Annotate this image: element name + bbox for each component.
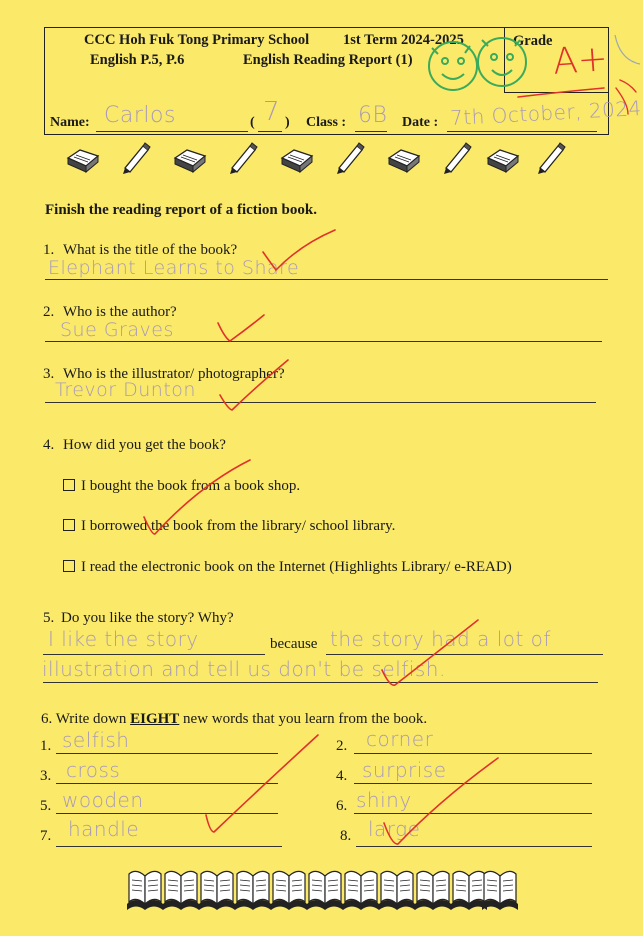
word-6: shiny [356,788,412,812]
q4-option-buy[interactable]: I bought the book from a book shop. [63,478,300,495]
word-8-number: 8. [340,828,352,844]
q1-number: 1. [43,242,55,258]
q2-text: Who is the author? [63,304,177,320]
q2-number: 2. [43,304,55,320]
term-label: 1st Term 2024-2025 [343,32,464,48]
word-4: surprise [362,758,447,782]
word-2-number: 2. [336,738,348,754]
smiley-stamp [420,26,540,96]
open-paren: ( [250,115,255,130]
checkbox[interactable] [63,560,75,572]
q6-emphasis: EIGHT [130,711,180,727]
class-value: 6B [358,103,388,128]
levels-label: English P.5, P.6 [90,52,185,68]
q4-number: 4. [43,437,55,453]
word-6-number: 6. [336,798,348,814]
date-label: Date : [402,115,439,130]
q3-answer: Trevor Dunton [55,379,196,401]
q2-answer: Sue Graves [60,319,174,341]
class-label: Class : [306,115,347,130]
q6-heading: 6. Write down EIGHT new words that you learn from the book. [41,711,428,727]
because-label: because [270,636,318,652]
word-2: corner [366,727,434,751]
word-1: selfish [62,728,130,752]
grade-label: Grade [513,33,553,49]
q1-text: What is the title of the book? [63,242,238,258]
date-value: 7th October, 2024 [449,95,643,131]
word-8: large [368,817,421,841]
close-paren: ) [285,115,290,130]
number-value: 7 [263,97,281,127]
q1-answer: Elephant Learns to Share [48,257,300,279]
word-3-number: 3. [40,768,52,784]
word-7-number: 7. [40,828,52,844]
q5-reason-line1: the story had a lot of [330,627,551,651]
word-4-number: 4. [336,768,348,784]
q4-option-borrow[interactable]: I borrowed the book from the library/ school library. [63,518,395,535]
q5-reason-line2: illustration and tell us don't be selfish. [42,657,446,681]
q5-text: Do you like the story? Why? [61,610,234,626]
word-5-number: 5. [40,798,52,814]
grade-value: A+ [551,38,610,83]
q4-text: How did you get the book? [63,437,226,453]
word-5: wooden [62,788,144,812]
checkbox[interactable] [63,479,75,491]
q5-number: 5. [43,610,55,626]
open-book-border [126,866,518,914]
report-title: English Reading Report (1) [243,52,413,68]
school-name: CCC Hoh Fuk Tong Primary School [84,32,310,48]
word-1-number: 1. [40,738,52,754]
q5-answer-start: I like the story [48,627,199,651]
word-7: handle [68,817,140,841]
book-pencil-border [66,140,586,180]
name-value: Carlos [104,103,176,128]
name-label: Name: [50,115,90,130]
word-3: cross [66,758,121,782]
q3-number: 3. [43,366,55,382]
q3-text: Who is the illustrator/ photographer? [63,366,285,382]
instructions: Finish the reading report of a fiction book. [45,202,317,218]
checkbox[interactable] [63,519,75,531]
q4-option-ebook[interactable]: I read the electronic book on the Internet (Highlights Library/ e-READ) [63,559,512,576]
grade-box-scribble [615,35,640,64]
